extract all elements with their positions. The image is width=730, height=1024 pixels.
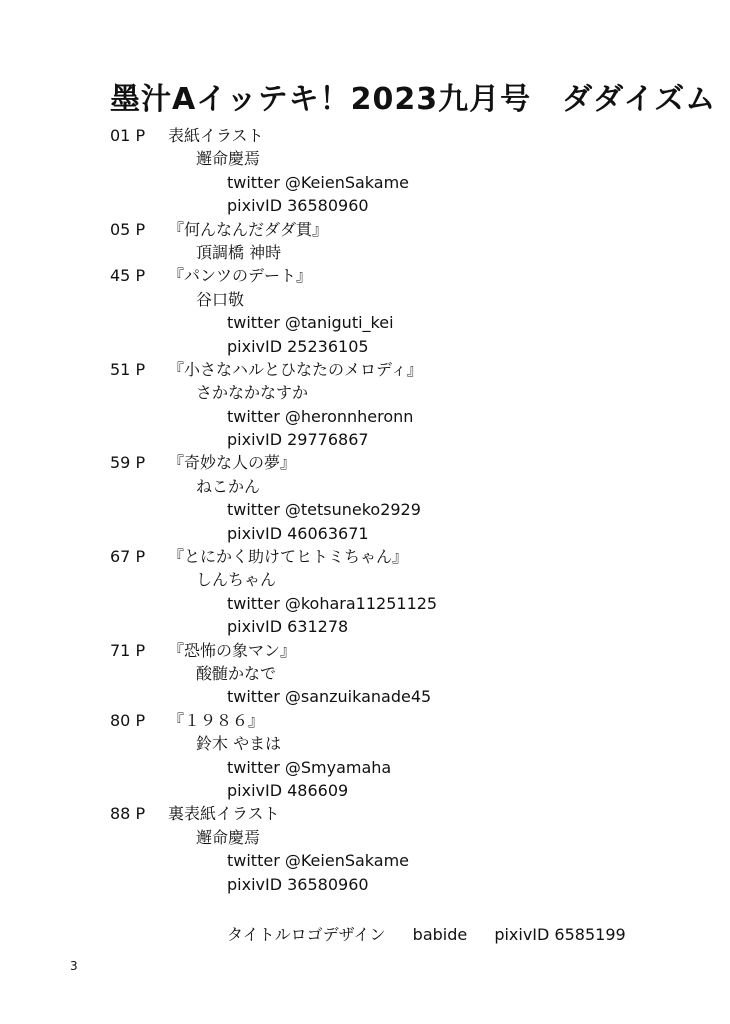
toc-page-number: 59 P xyxy=(110,453,146,473)
logo-design-credit xyxy=(227,922,648,945)
toc-work-title: 『何んなんだダダ貫』 xyxy=(168,219,329,239)
toc-pixiv-id: pixivID 25236105 xyxy=(227,336,369,356)
toc-page-number: 01 P xyxy=(110,126,146,145)
toc-entry-heading xyxy=(110,451,690,474)
toc-author: 頂調橋 神時 xyxy=(196,242,282,262)
toc-entry-heading xyxy=(110,709,690,732)
toc-work-title: 裏表紙イラスト xyxy=(168,804,280,824)
toc-pixiv-id: pixivID 46063671 xyxy=(227,523,369,543)
toc-twitter-handle: twitter @kohara11251125 xyxy=(227,593,438,613)
toc-pixiv-id: pixivID 29776867 xyxy=(227,430,369,450)
toc-entry-heading xyxy=(110,124,690,147)
toc-author: 邂命慶焉 xyxy=(196,149,261,169)
toc-page-number: 05 P xyxy=(110,219,146,239)
toc-page-number: 45 P xyxy=(110,266,146,286)
toc-page-number: 51 P xyxy=(110,359,146,379)
toc-author: しんちゃん xyxy=(196,570,277,590)
toc-author: 酸髄かなで xyxy=(196,663,277,683)
toc-page-number: 80 P xyxy=(110,710,146,730)
toc-page-number: 88 P xyxy=(110,804,146,824)
document-title: 墨汁Aイッテキ！2023九月号 ダダイズム xyxy=(110,82,717,117)
toc-work-title: 表紙イラスト xyxy=(168,126,264,145)
toc-author: 鈴木 やまは xyxy=(196,734,282,754)
toc-entry-heading xyxy=(110,218,690,241)
toc-twitter-handle: twitter @KeienSakame xyxy=(227,172,410,192)
credit-pixiv: pixivID 6585199 xyxy=(494,925,626,944)
toc-work-title: 『１９８６』 xyxy=(168,710,265,730)
toc-page-number: 71 P xyxy=(110,640,146,660)
toc-author: さかなかなすか xyxy=(196,383,309,403)
toc-entry-heading xyxy=(110,358,690,381)
toc-pixiv-id: pixivID 36580960 xyxy=(227,874,369,894)
toc-entry-heading xyxy=(110,639,690,662)
toc-author: ねこかん xyxy=(196,476,261,496)
credit-role: タイトルロゴデザイン xyxy=(227,925,386,944)
toc-twitter-handle: twitter @Smyamaha xyxy=(227,757,392,777)
toc-author: 谷口敬 xyxy=(196,289,245,309)
toc-entry-heading xyxy=(110,264,690,287)
toc-work-title: 『小さなハルとひなたのメロディ』 xyxy=(168,359,423,379)
toc-author: 邂命慶焉 xyxy=(196,827,261,847)
toc-entry-heading xyxy=(110,802,690,825)
page-number: 3 xyxy=(70,959,78,973)
toc-pixiv-id: pixivID 631278 xyxy=(227,617,349,637)
toc-work-title: 『奇妙な人の夢』 xyxy=(168,453,297,473)
toc-work-title: 『恐怖の象マン』 xyxy=(168,640,297,660)
toc-twitter-handle: twitter @tetsuneko2929 xyxy=(227,500,421,520)
toc-twitter-handle: twitter @KeienSakame xyxy=(227,851,410,871)
table-of-contents xyxy=(110,124,690,896)
toc-entry-heading xyxy=(110,545,690,568)
toc-twitter-handle: twitter @sanzuikanade45 xyxy=(227,687,432,707)
toc-pixiv-id: pixivID 36580960 xyxy=(227,196,369,216)
toc-work-title: 『とにかく助けてヒトミちゃん』 xyxy=(168,547,409,567)
toc-page-number: 67 P xyxy=(110,547,146,567)
credit-name: babide xyxy=(412,925,468,944)
toc-twitter-handle: twitter @taniguti_kei xyxy=(227,313,394,333)
toc-twitter-handle: twitter @heronnheronn xyxy=(227,406,414,426)
toc-work-title: 『パンツのデート』 xyxy=(168,266,313,286)
toc-pixiv-id: pixivID 486609 xyxy=(227,780,349,800)
